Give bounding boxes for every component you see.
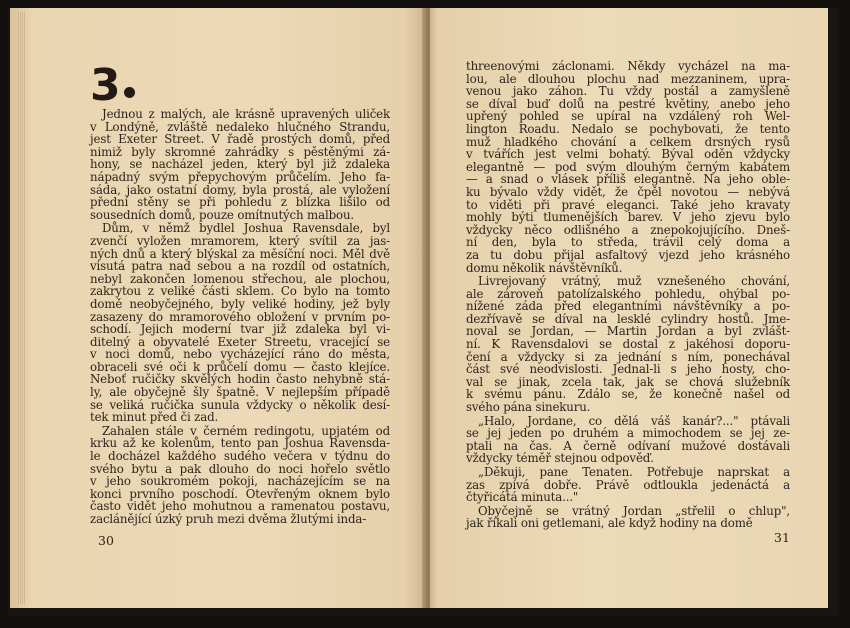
text-line: Zahalen stále v černém redingotu, upjatém od	[102, 423, 390, 438]
right-page	[430, 8, 828, 608]
text-line: v Londýně, zvláště nedaleko hlučného Strandu,	[90, 119, 390, 134]
text-line: sousedních domů, pouze omítnutých malbou.	[90, 207, 355, 222]
text-line: visutá patra nad sebou a na rozdíl od ostatních,	[90, 259, 390, 274]
text-line: domě neobyčejného, byly veliké hodiny, jež byly	[90, 296, 390, 311]
text-line: ní. K Ravensdalovi se dostal z jakéhosi doporu-	[466, 337, 790, 352]
text-line: ptali na čas. A černě odívaní mužové dostávali	[466, 438, 790, 453]
text-line: lington Roadu. Nedalo se pochybovati, že tento	[466, 121, 790, 136]
text-line: val se jinak, zcela tak, jak se chová služebník	[466, 374, 790, 389]
text-line: vždycky něco odlišného a znepokojujícího. Dneš-	[466, 222, 790, 237]
text-line: nebyl zakončen lomenou střechou, ale plochou,	[90, 271, 390, 286]
text-line: to viděti při pravé eleganci. Také jeho kravaty	[466, 197, 790, 212]
text-line: tek minut před či zad.	[90, 410, 219, 425]
text-line: nápadný svým přepychovým průčelím. Jeho fa-	[90, 169, 390, 184]
page-number-right: 31	[774, 530, 790, 545]
text-line: hony, se nacházel jeden, který byl již zdaleka	[90, 157, 390, 172]
text-line: obraceli své oči k průčelí domu — často klejíce.	[90, 359, 390, 374]
text-line: jest Exeter Street. V řadě prostých domů, před	[90, 132, 390, 147]
text-line: často vidět jeho mohutnou a ramenatou postavu,	[90, 499, 390, 514]
text-line: jak říkali oni getlemani, ale když hodiny na domě	[466, 516, 753, 531]
text-line: nížené záda před elegantními návštěvníky a po-	[466, 299, 790, 314]
text-line: Obyčejně se vrátný Jordan „střelil o chlup",	[478, 503, 790, 518]
page-edges	[18, 12, 26, 604]
text-line: muž hladkého chování a celkem drsných rysů	[466, 134, 790, 149]
text-line: svého pána sinekuru.	[466, 400, 591, 415]
text-line: za tu dobu přijal asfaltový vjezd jeho krásného	[466, 247, 790, 262]
text-line: ly, ale obyčejně šly špatně. V nejlepším případě	[90, 385, 390, 400]
text-line: přední stěny se při pohledu z blízka lišilo od	[90, 195, 390, 210]
text-line: nimiž byly skromné zahrádky s pěstěnými zá-	[90, 144, 390, 159]
text-line: upřený pohled se upíral na vzdálený roh Wel-	[466, 109, 790, 124]
text-line: „Halo, Jordane, co dělá váš kanár?..." ptávali	[478, 413, 790, 428]
text-line: se veliká ručička sunula vždycky o několik desí-	[90, 397, 390, 412]
chapter-number-dot	[124, 87, 135, 98]
text-line: krku až ke kolenům, tento pan Joshua Ravensda-	[90, 436, 390, 451]
paragraph	[466, 505, 790, 530]
text-line: zakrytou z veliké části sklem. Co bylo na tomto	[90, 284, 390, 299]
text-line: čení a vždycky si za jednání s ním, ponechával	[466, 349, 790, 364]
text-line: dezřívavě se díval na lesklé cylindry hostů. Jme-	[466, 311, 790, 326]
paragraph	[90, 108, 390, 221]
text-line: venou jako záhon. Tu vždy postál a zamyšleně	[466, 84, 790, 99]
text-line: Dům, v němž bydlel Joshua Ravensdale, byl	[102, 221, 390, 236]
text-line: domu několik návštěvníků.	[466, 260, 623, 275]
text-line: ku bývalo vždy vidět, že čpěl novotou — nebývá	[466, 184, 790, 199]
text-line: — a snad o vlásek příliš elegantně. Na jeho oble-	[466, 172, 790, 187]
paragraph	[466, 466, 790, 504]
text-line: „Děkuji, pane Tenaten. Potřebuje naprskat a	[478, 465, 790, 479]
text-line: konci prvního poschodí. Otevřeným oknem bylo	[90, 486, 390, 501]
left-page	[10, 8, 426, 608]
text-line: se díval buď dolů na pestré květiny, anebo jeho	[466, 96, 790, 111]
text-line: Jednou z malých, ale krásně upravených uliček	[102, 107, 390, 121]
text-line: ní den, byla to středa, trávil celý doma a	[466, 235, 790, 250]
text-line: lou, ale dlouhou plochu nad mezzaninem, upra-	[466, 71, 790, 86]
text-line: ných dnů a který blýskal za měsíční noci. Měl dvě	[90, 246, 390, 261]
text-line: v jeho soukromém pokoji, nacházejícím se na	[90, 474, 390, 489]
text-line: část své neodvislosti. Jednal-li s jeho hosty, cho-	[466, 362, 790, 377]
text-line: le docházel každého sudého večera v týdnu do	[90, 449, 390, 464]
page-number-left: 30	[98, 533, 114, 548]
paragraph	[90, 222, 390, 424]
text-line: mohly býti tlumenějších barev. V jeho zjevu bylo	[466, 210, 790, 225]
text-line: zaclánějící úzký pruh mezi dvěma žlutými inda-	[90, 512, 367, 526]
paragraph	[466, 60, 790, 274]
left-page-text	[90, 108, 390, 527]
text-line: ale zároveň patolízalského pohledu, ohýbal po-	[466, 286, 790, 301]
text-line: k svému pánu. Zdálo se, že konečně našel od	[466, 387, 790, 402]
text-line: v tvářích jest velmi bohatý. Býval oděn vždycky	[466, 147, 790, 162]
right-page-text	[466, 60, 790, 531]
chapter-number: 3	[90, 66, 135, 106]
text-line: Neboť ručičky skvělých hodin často nehybně stá-	[90, 372, 390, 387]
text-line: ditelný a obyvatelé Exeter Streetu, vracející se	[90, 334, 390, 349]
text-line: svého bytu a pak dlouho do noci hořelo světlo	[90, 461, 390, 476]
open-book	[8, 8, 838, 616]
paragraph	[466, 415, 790, 465]
text-line: v noci domů, nebo vycházející ráno do města,	[90, 347, 390, 362]
paragraph	[466, 275, 790, 414]
text-line: se jej jeden po druhém a mimochodem se jej ze-	[466, 426, 790, 441]
text-line: zasazeny do mramorového obložení v prvním po-	[90, 309, 390, 324]
text-line: noval se Jordan, — Martin Jordan a byl zvlášt-	[466, 324, 790, 339]
text-line: čtyřicátá minuta..."	[466, 490, 579, 505]
text-line: zvenčí vyložen mramorem, který svítil za jas-	[90, 233, 390, 248]
text-line: sáda, jako ostatní domy, byla prostá, ale vyložení	[90, 182, 390, 197]
text-line: schodí. Jejich moderní tvar již zdaleka byl vi-	[90, 322, 390, 337]
text-line: vždycky téměř stejnou odpověď.	[466, 451, 654, 466]
text-line: zas zpívá dobře. Právě odtloukla jedenáctá a	[466, 477, 790, 492]
text-line: elegantně — pod svým dlouhým černým kabátem	[466, 159, 790, 174]
paragraph	[90, 425, 390, 526]
text-line: Livrejovaný vrátný, muž vznešeného chování,	[478, 274, 790, 289]
text-line: threenovými záclonami. Někdy vycházel na ma-	[466, 59, 790, 73]
